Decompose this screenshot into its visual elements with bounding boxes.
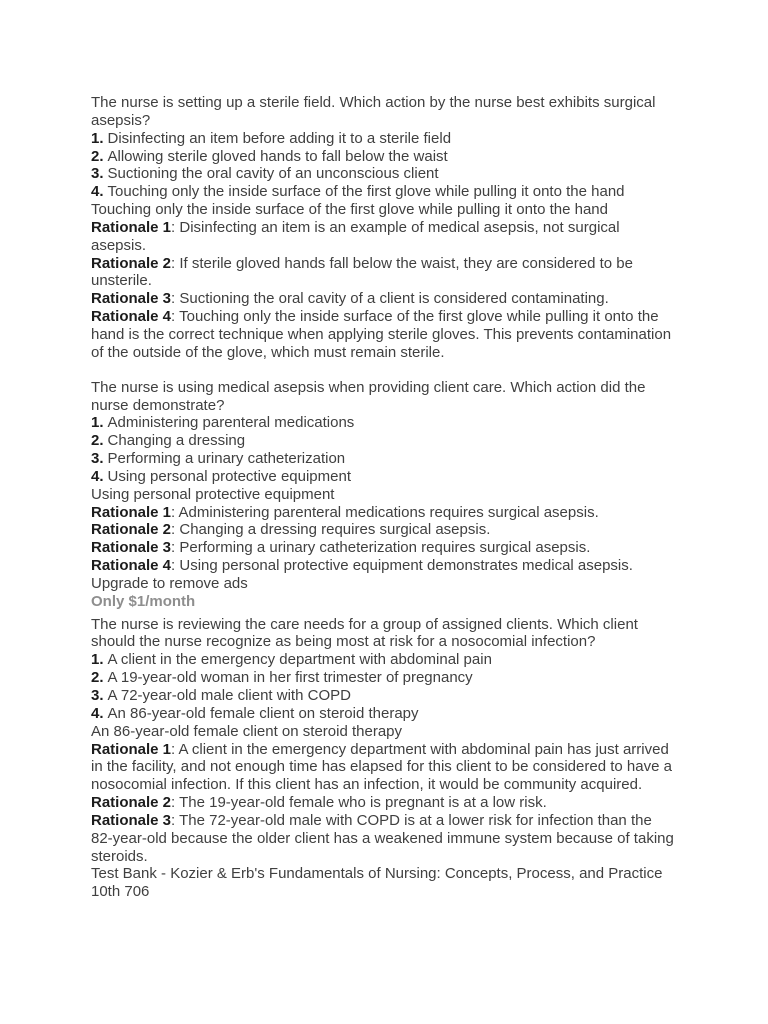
- rationale-text: : A client in the emergency department with abdominal pain has just arrived: [171, 740, 669, 758]
- rationale: [91, 539, 731, 557]
- answer-option: [91, 687, 731, 705]
- question-stem-line: The nurse is setting up a sterile field. Which action by the nurse best exhibits surgical: [91, 94, 656, 111]
- answer-option: [91, 468, 731, 486]
- rationale-label: Rationale 1: [91, 503, 172, 521]
- answer-option: [91, 669, 731, 687]
- rationale: [91, 557, 731, 575]
- rationale: [91, 308, 731, 362]
- correct-answer: Touching only the inside surface of the first glove while pulling it onto the hand: [91, 201, 608, 219]
- rationale-text: : Touching only the inside surface of the first glove while pulling it onto the: [171, 308, 659, 326]
- option-number: 1.: [91, 651, 104, 669]
- rationale-first-line: [91, 219, 731, 237]
- option-text: A 72-year-old male client with COPD: [107, 687, 351, 704]
- rationale-label: Rationale 2: [91, 794, 172, 812]
- rationale: [91, 219, 731, 255]
- rationale: [91, 812, 731, 866]
- option-number: 4.: [91, 704, 104, 722]
- rationale: [91, 290, 731, 308]
- rationale-text: : If sterile gloved hands fall below the waist, they are considered to be: [171, 254, 633, 272]
- rationale-text: : The 19-year-old female who is pregnant is at a low risk.: [171, 794, 547, 812]
- option-number: 3.: [91, 687, 104, 704]
- option-number: 4.: [91, 467, 104, 485]
- upgrade-prompt: [91, 575, 731, 611]
- upgrade-price-link[interactable]: Only $1/month: [91, 592, 196, 610]
- rationale-text: : Administering parenteral medications requires surgical asepsis.: [171, 503, 599, 521]
- option-text: A client in the emergency department with abdominal pain: [107, 651, 492, 669]
- rationale: [91, 741, 731, 795]
- rationale-text-line: in the facility, and not enough time has elapsed for this client to be considered to have a: [91, 758, 672, 776]
- answer-option: [91, 148, 731, 166]
- rationale-text-line: hand is the correct technique when applying sterile gloves. This prevents contamination: [91, 325, 672, 343]
- answer-option: [91, 432, 731, 450]
- rationale: [91, 794, 731, 812]
- option-text: Changing a dressing: [107, 432, 246, 450]
- correct-answer: An 86-year-old female client on steroid therapy: [91, 722, 403, 740]
- rationale-first-line: [91, 290, 731, 308]
- rationale-text-line: unsterile.: [91, 272, 152, 290]
- document-page: [91, 94, 731, 901]
- rationale-label: Rationale 4: [91, 557, 172, 575]
- question-stem-line: The nurse is using medical asepsis when providing client care. Which action did the: [91, 378, 646, 396]
- rationale-label: Rationale 1: [91, 218, 172, 236]
- question-stem-line: should the nurse recognize as being most at risk for a nosocomial infection?: [91, 633, 596, 651]
- answer-option: [91, 165, 731, 183]
- upgrade-remove-ads-link[interactable]: Upgrade to remove ads: [91, 574, 248, 592]
- rationale-text-line: of the outside of the glove, which must remain sterile.: [91, 343, 445, 361]
- option-text: Performing a urinary catheterization: [107, 450, 346, 468]
- question-1: [91, 94, 731, 362]
- rationale: [91, 255, 731, 291]
- rationale-label: Rationale 2: [91, 521, 172, 539]
- rationale-first-line: [91, 255, 731, 273]
- source-citation: [91, 865, 731, 901]
- question-2: [91, 379, 731, 575]
- rationale-text-line: steroids.: [91, 847, 148, 865]
- option-text: Suctioning the oral cavity of an unconscious client: [107, 165, 439, 183]
- answer-option: [91, 183, 731, 201]
- option-text: An 86-year-old female client on steroid therapy: [107, 704, 419, 722]
- option-number: 1.: [91, 129, 104, 147]
- rationale-text-line: asepsis.: [91, 236, 147, 254]
- option-text: A 19-year-old woman in her first trimester of pregnancy: [107, 669, 473, 687]
- rationale-label: Rationale 3: [91, 290, 172, 308]
- rationale-first-line: [91, 812, 731, 830]
- answer-option: [91, 414, 731, 432]
- correct-answer: Using personal protective equipment: [91, 485, 335, 503]
- rationale-label: Rationale 2: [91, 254, 172, 272]
- option-text: Allowing sterile gloved hands to fall below the waist: [107, 147, 448, 165]
- rationale: [91, 521, 731, 539]
- option-number: 2.: [91, 147, 104, 165]
- rationale-first-line: [91, 308, 731, 326]
- option-number: 1.: [91, 414, 104, 432]
- answer-option: [91, 450, 731, 468]
- option-number: 3.: [91, 450, 104, 468]
- rationale-text: : Performing a urinary catheterization requires surgical asepsis.: [171, 539, 591, 557]
- option-number: 2.: [91, 432, 104, 450]
- source-citation-line: 10th 706: [91, 883, 150, 901]
- option-text: Touching only the inside surface of the first glove while pulling it onto the hand: [107, 183, 625, 201]
- option-text: Administering parenteral medications: [107, 414, 355, 432]
- rationale-text: : Changing a dressing requires surgical asepsis.: [171, 521, 491, 539]
- question-stem-line: asepsis?: [91, 111, 151, 129]
- question-stem-line: The nurse is reviewing the care needs for a group of assigned clients. Which client: [91, 615, 638, 633]
- option-number: 4.: [91, 183, 104, 201]
- question-3: [91, 616, 731, 902]
- rationale-first-line: [91, 741, 731, 759]
- option-number: 2.: [91, 669, 104, 687]
- rationale-label: Rationale 3: [91, 539, 172, 557]
- answer-option: [91, 130, 731, 148]
- question-stem-line: nurse demonstrate?: [91, 396, 225, 414]
- rationale-first-line: [91, 794, 731, 812]
- option-text: Using personal protective equipment: [107, 467, 351, 485]
- option-text: Disinfecting an item before adding it to a sterile field: [107, 129, 452, 147]
- rationale-label: Rationale 1: [91, 740, 172, 758]
- rationale: [91, 504, 731, 522]
- rationale-text-line: 82-year-old because the older client has a weakened immune system because of taking: [91, 829, 674, 847]
- rationale-label: Rationale 4: [91, 308, 172, 326]
- rationale-text: : Suctioning the oral cavity of a client is considered contaminating.: [171, 290, 609, 308]
- rationale-text-line: nosocomial infection. If this client has an infection, it would be community acquired.: [91, 776, 643, 794]
- answer-option: [91, 705, 731, 723]
- rationale-text: : Using personal protective equipment demonstrates medical asepsis.: [171, 557, 633, 575]
- option-number: 3.: [91, 165, 104, 183]
- rationale-label: Rationale 3: [91, 811, 172, 829]
- source-citation-line: Test Bank - Kozier & Erb's Fundamentals of Nursing: Concepts, Process, and Practice: [91, 865, 663, 883]
- answer-option: [91, 651, 731, 669]
- rationale-text: : The 72-year-old male with COPD is at a lower risk for infection than the: [171, 811, 652, 829]
- rationale-text: : Disinfecting an item is an example of medical asepsis, not surgical: [171, 218, 620, 236]
